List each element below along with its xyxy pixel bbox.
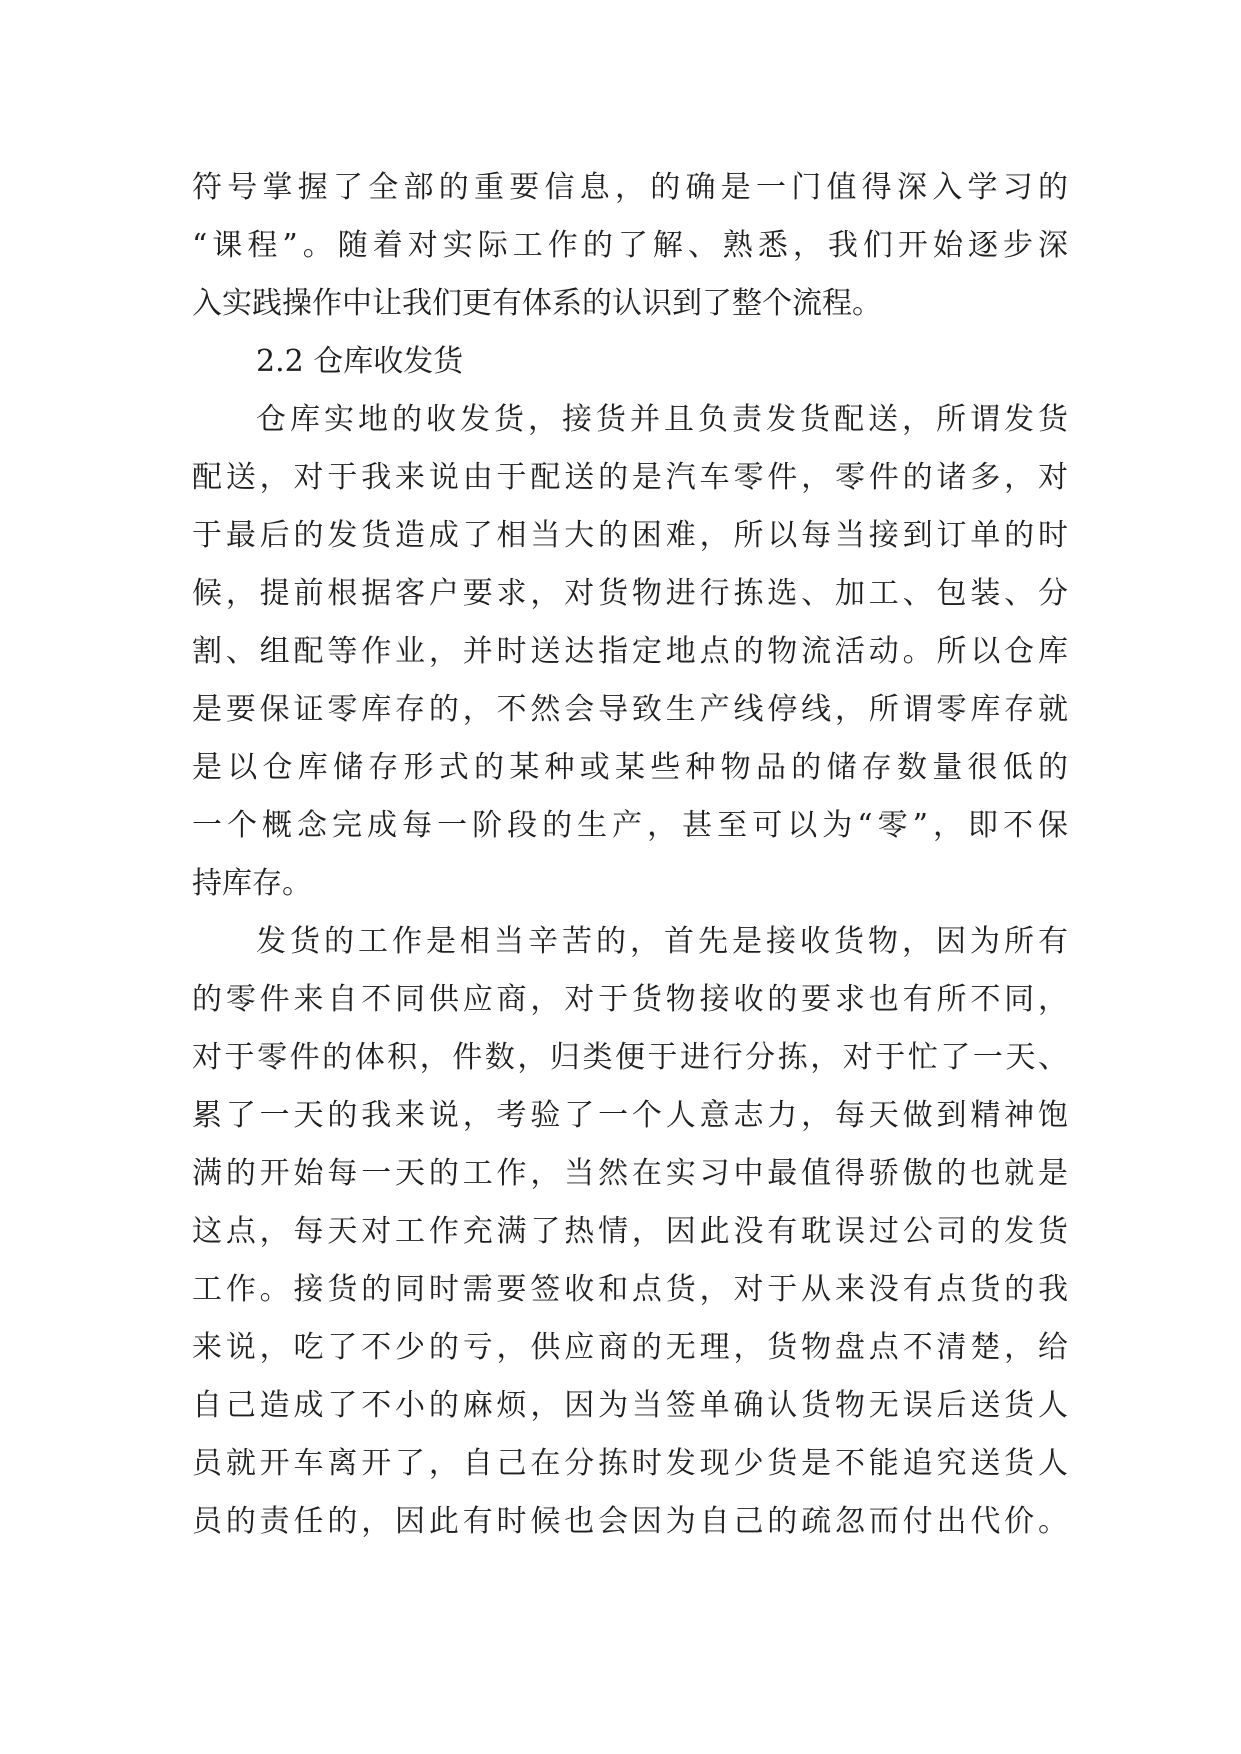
text-line: 是以仓库储存形式的某种或某些种物品的储存数量很低的 <box>192 750 1068 785</box>
text-line: 员的责任的，因此有时候也会因为自己的疏忽而付出代价。 <box>192 1504 1068 1539</box>
text-line: 满的开始每一天的工作，当然在实习中最值得骄傲的也就是 <box>192 1156 1068 1191</box>
text-line: 持库存。 <box>192 866 312 901</box>
text-line: 是要保证零库存的，不然会导致生产线停线，所谓零库存就 <box>192 692 1068 727</box>
text-line: 来说，吃了不少的亏，供应商的无理，货物盘点不清楚，给 <box>192 1330 1068 1365</box>
text-line: 一个概念完成每一阶段的生产，甚至可以为“零”，即不保 <box>192 808 1068 843</box>
section-heading: 2.2 仓库收发货 <box>256 344 464 379</box>
text-line: 配送，对于我来说由于配送的是汽车零件，零件的诸多，对 <box>192 460 1068 495</box>
text-line: 仓库实地的收发货，接货并且负责发货配送，所谓发货 <box>256 402 1068 437</box>
text-line: 员就开车离开了，自己在分拣时发现少货是不能追究送货人 <box>192 1446 1068 1481</box>
text-line: 累了一天的我来说，考验了一个人意志力，每天做到精神饱 <box>192 1098 1068 1133</box>
text-line: 自己造成了不小的麻烦，因为当签单确认货物无误后送货人 <box>192 1388 1068 1423</box>
text-line: 入实践操作中让我们更有体系的认识到了整个流程。 <box>192 286 882 321</box>
text-line: 候，提前根据客户要求，对货物进行拣选、加工、包装、分 <box>192 576 1068 611</box>
text-line: 于最后的发货造成了相当大的困难，所以每当接到订单的时 <box>192 518 1068 553</box>
text-line: 发货的工作是相当辛苦的，首先是接收货物，因为所有 <box>256 924 1068 959</box>
text-line: 符号掌握了全部的重要信息，的确是一门值得深入学习的 <box>192 170 1068 205</box>
text-line: 割、组配等作业，并时送达指定地点的物流活动。所以仓库 <box>192 634 1068 669</box>
text-line: 对于零件的体积，件数，归类便于进行分拣，对于忙了一天、 <box>192 1040 1068 1075</box>
text-line: “课程”。随着对实际工作的了解、熟悉，我们开始逐步深 <box>192 228 1068 263</box>
text-line: 的零件来自不同供应商，对于货物接收的要求也有所不同， <box>192 982 1068 1017</box>
text-line: 工作。接货的同时需要签收和点货，对于从来没有点货的我 <box>192 1272 1068 1307</box>
text-line: 这点，每天对工作充满了热情，因此没有耽误过公司的发货 <box>192 1214 1068 1249</box>
